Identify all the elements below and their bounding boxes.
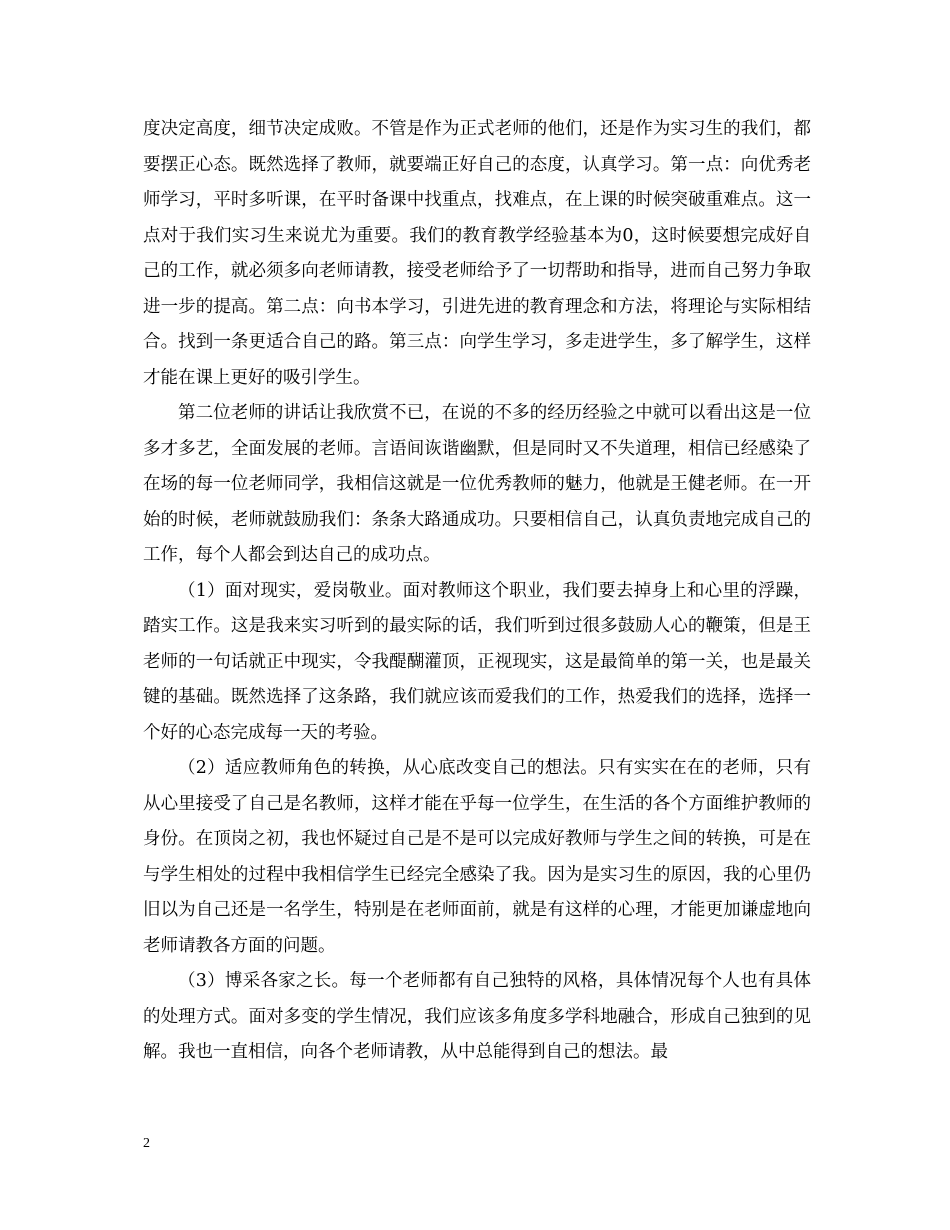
paragraph-2: 第二位老师的讲话让我欣赏不已，在说的不多的经历经验之中就可以看出这是一位多才多艺，全面发展的老师。言语间诙谐幽默，但是同时又不失道理，相信已经感染了在场的每一位老师同学，我相信这就是一位优秀教师的魅力，他就是王健老师。在一开始的时候，老师就鼓励我们：条条大路通成功。只要相信自己，认真负责地完成自己的工作，每个人都会到达自己的成功点。: [143, 403, 811, 565]
paragraph-3: （1）面对现实，爱岗敬业。面对教师这个职业，我们要去掉身上和心里的浮躁，踏实工作。这是我来实习听到的最实际的话，我们听到过很多鼓励人心的鞭策，但是王老师的一句话就正中现实，令我醍醐灌顶，正视现实，这是最简单的第一关，也是最关键的基础。既然选择了这条路，我们就应该而爱我们的工作，热爱我们的选择，选择一个好的心态完成每一天的考验。: [143, 580, 811, 743]
paragraph-4: （2）适应教师角色的转换，从心底改变自己的想法。只有实实在在的老师，只有从心里接受了自己是名教师，这样才能在乎每一位学生，在生活的各个方面维护教师的身份。在顶岗之初，我也怀疑过自己是不是可以完成好教师与学生之间的转换，可是在与学生相处的过程中我相信学生已经完全感染了我。因为是实习生的原因，我的心里仍旧以为自己还是一名学生，特别是在老师面前，就是有这样的心理，才能更加谦虚地向老师请教各方面的问题。: [143, 758, 811, 956]
document-body: [143, 112, 811, 1071]
paragraph-1: 度决定高度，细节决定成败。不管是作为正式老师的他们，还是作为实习生的我们，都要摆正心态。既然选择了教师，就要端正好自己的态度，认真学习。第一点：向优秀老师学习，平时多听课，在平时备课中找重点，找难点，在上课的时候突破重难点。这一点对于我们实习生来说尤为重要。我们的教育教学经验基本为0，这时候要想完成好自己的工作，就必须多向老师请教，接受老师给予了一切帮助和指导，进而自己努力争取进一步的提高。第二点：向书本学习，引进先进的教育理念和方法，将理论与实际相结合。找到一条更适合自己的路。第三点：向学生学习，多走进学生，多了解学生，这样才能在课上更好的吸引学生。: [143, 119, 811, 388]
page-number: 2: [143, 1136, 150, 1151]
paragraph-5: （3）博采各家之长。每一个老师都有自己独特的风格，具体情况每个人也有具体的处理方式。面对多变的学生情况，我们应该多角度多学科地融合，形成自己独到的见解。我也一直相信，向各个老师请教，从中总能得到自己的想法。最: [143, 971, 811, 1062]
